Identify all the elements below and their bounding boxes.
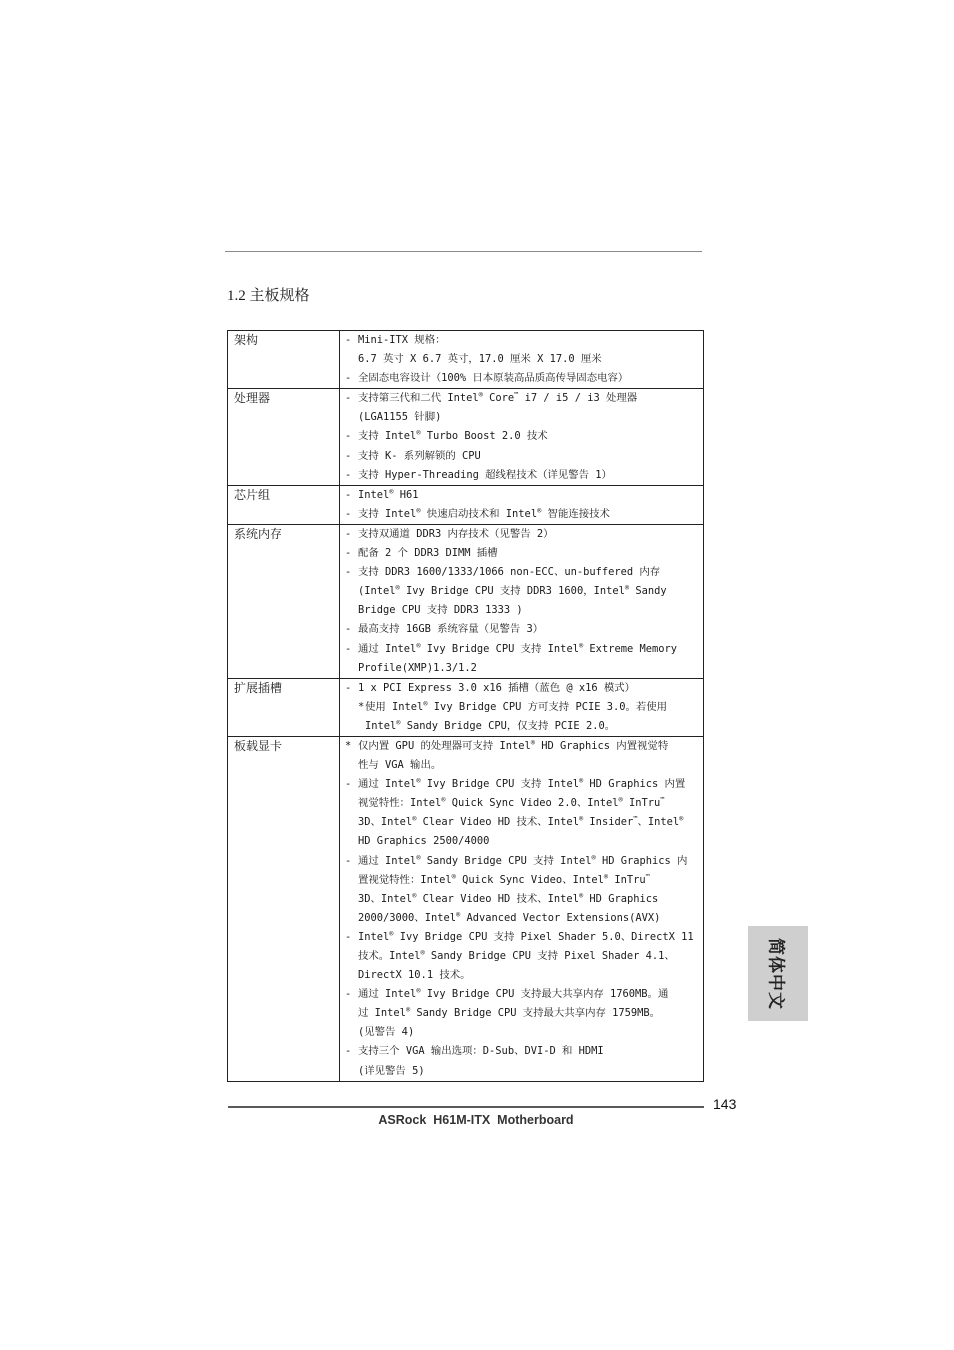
spec-line: Bridge CPU 支持 DDR3 1333 ) bbox=[358, 604, 523, 617]
bullet-marker: - bbox=[345, 372, 352, 385]
header-rule bbox=[225, 251, 702, 252]
language-side-tab bbox=[748, 926, 808, 1021]
spec-line: 支持 K- 系列解锁的 CPU bbox=[358, 449, 481, 462]
spec-line: HD Graphics 2500/4000 bbox=[358, 835, 490, 848]
spec-table-body bbox=[228, 331, 704, 1082]
spec-row bbox=[228, 485, 704, 524]
spec-line: 通过 Intel® Ivy Bridge CPU 支持 Intel® Extreme Memory bbox=[358, 641, 678, 655]
bullet-marker: - bbox=[345, 988, 352, 1001]
spec-value bbox=[340, 678, 704, 736]
bullet-marker: - bbox=[345, 642, 352, 655]
spec-line: 配备 2 个 DDR3 DIMM 插槽 bbox=[358, 547, 498, 560]
spec-row bbox=[228, 678, 704, 736]
spec-line: 使用 Intel® Ivy Bridge CPU 方可支持 PCIE 3.0。若使用 bbox=[365, 699, 668, 713]
bullet-marker: - bbox=[345, 623, 352, 636]
spec-line: Mini-ITX 规格： bbox=[358, 334, 446, 346]
spec-table bbox=[227, 330, 704, 1082]
spec-line: 支持 DDR3 1600/1333/1066 non-ECC、un-buffered 内存 bbox=[358, 566, 661, 579]
spec-line: 支持 Hyper-Threading 超线程技术（详见警告 1） bbox=[358, 468, 612, 481]
spec-line: 3D、Intel® Clear Video HD 技术、Intel® HD Graphics bbox=[358, 891, 659, 905]
spec-value bbox=[340, 736, 704, 1081]
spec-row bbox=[228, 331, 704, 389]
spec-line: 6.7 英寸 X 6.7 英寸，17.0 厘米 X 17.0 厘米 bbox=[358, 353, 602, 366]
spec-item bbox=[345, 775, 703, 851]
spec-line: 全固态电容设计（100% 日本原装高品质高传导固态电容） bbox=[358, 372, 629, 385]
spec-row bbox=[228, 524, 704, 678]
spec-item bbox=[345, 525, 703, 544]
spec-item bbox=[345, 447, 703, 466]
section-title: 1.2 主板规格 bbox=[227, 288, 310, 304]
footer-rule bbox=[228, 1106, 704, 1108]
bullet-marker: - bbox=[345, 930, 352, 943]
spec-line: 通过 Intel® Sandy Bridge CPU 支持 Intel® HD Graphics 内 bbox=[358, 853, 688, 867]
bullet-marker: - bbox=[345, 527, 352, 540]
spec-line: Intel® H61 bbox=[358, 487, 419, 501]
spec-value bbox=[340, 485, 704, 524]
bullet-marker: - bbox=[345, 334, 352, 346]
spec-value bbox=[340, 389, 704, 485]
spec-line: (LGA1155 针脚) bbox=[358, 411, 442, 424]
bullet-marker: - bbox=[345, 854, 352, 867]
spec-item bbox=[345, 544, 703, 563]
bullet-marker: - bbox=[345, 507, 352, 520]
language-side-tab-label: 简体中文 bbox=[765, 937, 786, 1010]
spec-line: 置视觉特性：Intel® Quick Sync Video、Intel® InTru™ bbox=[358, 872, 650, 886]
spec-label: 系统内存 bbox=[228, 524, 340, 678]
bullet-marker: - bbox=[345, 547, 352, 560]
spec-line: Profile(XMP)1.3/1.2 bbox=[358, 661, 477, 674]
spec-line: (详见警告 5) bbox=[358, 1064, 425, 1077]
bullet-marker: - bbox=[345, 449, 352, 462]
bullet-marker: - bbox=[345, 566, 352, 579]
spec-item bbox=[345, 640, 703, 678]
spec-line: Intel® Sandy Bridge CPU，仅支持 PCIE 2.0。 bbox=[365, 718, 616, 732]
spec-line: 过 Intel® Sandy Bridge CPU 支持最大共享内存 1759MB。 bbox=[358, 1006, 661, 1020]
spec-line: 通过 Intel® Ivy Bridge CPU 支持 Intel® HD Graphics 内置 bbox=[358, 777, 686, 791]
spec-item bbox=[345, 852, 703, 928]
bullet-marker: - bbox=[345, 488, 352, 501]
spec-label: 扩展插槽 bbox=[228, 678, 340, 736]
spec-row bbox=[228, 736, 704, 1081]
spec-item bbox=[345, 486, 703, 505]
spec-value bbox=[340, 524, 704, 678]
bullet-marker: - bbox=[345, 468, 352, 481]
spec-line: DirectX 10.1 技术。 bbox=[358, 969, 471, 982]
bullet-marker: - bbox=[345, 430, 352, 443]
spec-item bbox=[345, 928, 703, 985]
spec-line: (见警告 4) bbox=[358, 1026, 415, 1039]
spec-line: 支持第三代和二代 Intel® Core™ i7 / i5 / i3 处理器 bbox=[358, 391, 638, 405]
spec-label: 板载显卡 bbox=[228, 736, 340, 1081]
spec-line: 2000/3000、Intel® Advanced Vector Extensions(AVX) bbox=[358, 910, 661, 924]
spec-item bbox=[345, 679, 703, 698]
page-number: 143 bbox=[713, 1096, 737, 1112]
spec-line: 通过 Intel® Ivy Bridge CPU 支持最大共享内存 1760MB。通 bbox=[358, 987, 669, 1001]
spec-item bbox=[345, 389, 703, 427]
spec-line: Intel® Ivy Bridge CPU 支持 Pixel Shader 5.0、DirectX 11 bbox=[358, 929, 694, 943]
spec-line: 视觉特性：Intel® Quick Sync Video 2.0、Intel® InTru™ bbox=[358, 796, 665, 810]
bullet-marker: - bbox=[345, 392, 352, 405]
spec-item bbox=[345, 1042, 703, 1080]
spec-item bbox=[345, 505, 703, 524]
bullet-marker: - bbox=[345, 681, 352, 694]
spec-line: 1 x PCI Express 3.0 x16 插槽（蓝色 @ x16 模式） bbox=[358, 681, 636, 694]
spec-line: 最高支持 16GB 系统容量（见警告 3） bbox=[358, 623, 544, 636]
spec-note bbox=[345, 698, 703, 736]
spec-line: 仅内置 GPU 的处理器可支持 Intel® HD Graphics 内置视觉特 bbox=[358, 738, 669, 752]
spec-item bbox=[345, 369, 703, 388]
spec-line: 支持双通道 DDR3 内存技术（见警告 2） bbox=[358, 527, 554, 540]
spec-label: 芯片组 bbox=[228, 485, 340, 524]
spec-row bbox=[228, 389, 704, 485]
spec-item bbox=[345, 331, 703, 369]
spec-line: 技术。Intel® Sandy Bridge CPU 支持 Pixel Shader 4.1、 bbox=[358, 949, 675, 962]
spec-item bbox=[345, 427, 703, 446]
bullet-marker: - bbox=[345, 1045, 352, 1058]
spec-item bbox=[345, 620, 703, 639]
spec-line: 支持 Intel® 快速启动技术和 Intel® 智能连接技术 bbox=[358, 506, 610, 520]
spec-label: 处理器 bbox=[228, 389, 340, 485]
spec-line: 支持三个 VGA 输出选项：D-Sub、DVI-D 和 HDMI bbox=[358, 1045, 604, 1058]
spec-item bbox=[345, 985, 703, 1042]
spec-line: 支持 Intel® Turbo Boost 2.0 技术 bbox=[358, 429, 548, 443]
spec-line: 性与 VGA 输出。 bbox=[358, 759, 442, 772]
spec-label: 架构 bbox=[228, 331, 340, 389]
spec-line: 3D、Intel® Clear Video HD 技术、Intel® Insider™、Intel® bbox=[358, 815, 684, 829]
spec-item bbox=[345, 466, 703, 485]
bullet-marker: * bbox=[358, 700, 365, 713]
spec-line: (Intel® Ivy Bridge CPU 支持 DDR3 1600，Intel® Sandy bbox=[358, 584, 667, 598]
footer-product-name: ASRock H61M-ITX Motherboard bbox=[378, 1113, 574, 1127]
spec-value bbox=[340, 331, 704, 389]
bullet-marker: - bbox=[345, 778, 352, 791]
bullet-marker: * bbox=[345, 739, 352, 752]
spec-item bbox=[345, 563, 703, 620]
spec-item bbox=[345, 737, 703, 775]
